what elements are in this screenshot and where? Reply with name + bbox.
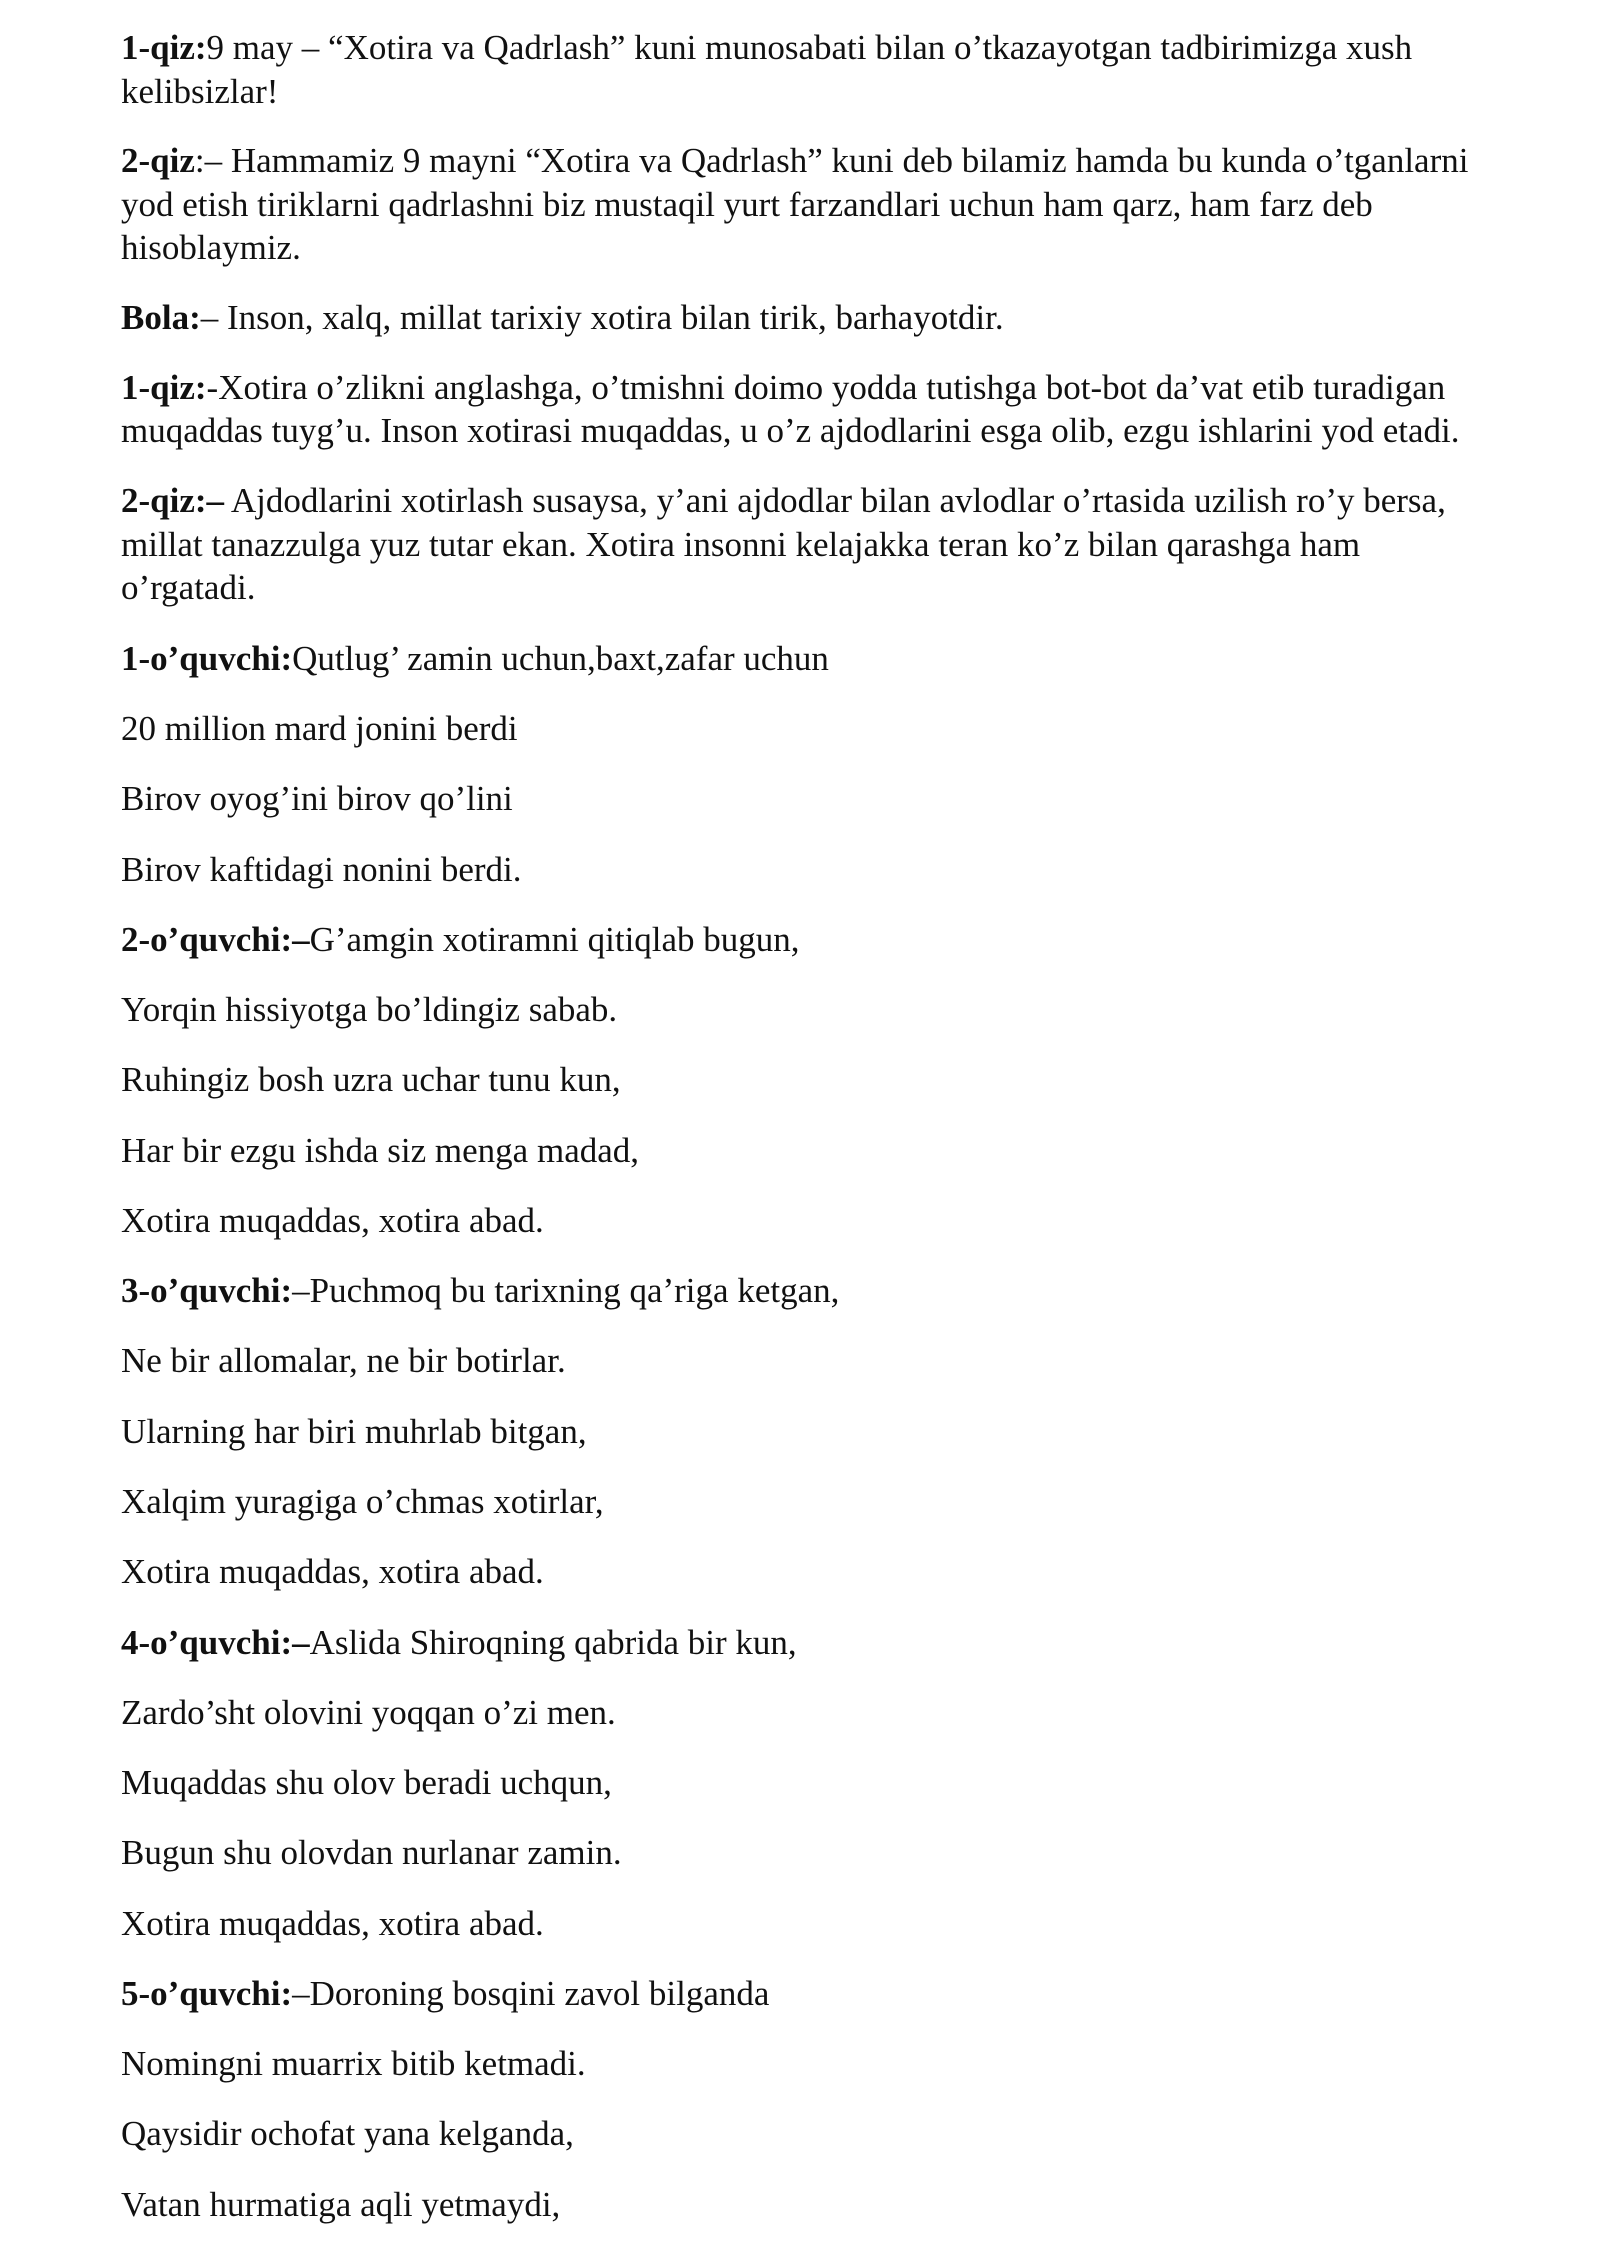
text-line [121, 1972, 769, 2016]
line-text: 20 million mard jonini berdi [121, 709, 518, 748]
line-text: 9 may – “Xotira va Qadrlash” kuni munosabati bilan o’tkazayotgan tadbirimizga xush [206, 28, 1413, 67]
text-line [121, 1550, 544, 1594]
speaker-label: 2-o’quvchi:– [121, 920, 310, 959]
line-text: –Puchmoq bu tarixning qa’riga ketgan, [292, 1271, 840, 1310]
text-line [121, 1480, 604, 1524]
text-line [121, 777, 513, 821]
line-text: Bugun shu olovdan nurlanar zamin. [121, 1833, 622, 1872]
speaker-label: 1-o’quvchi: [121, 639, 293, 678]
text-line [121, 637, 829, 681]
text-line [121, 988, 617, 1032]
text-line [121, 1831, 622, 1875]
text-line [121, 1902, 544, 1946]
line-text: o’rgatadi. [121, 568, 256, 607]
text-line [121, 366, 1445, 410]
text-line [121, 70, 278, 114]
text-line [121, 26, 1412, 70]
line-text: :– Hammamiz 9 mayni “Xotira va Qadrlash” kuni deb bilamiz hamda bu kunda o’tganlarni [194, 141, 1469, 180]
line-text: Ajdodlarini xotirlash susaysa, y’ani ajdodlar bilan avlodlar o’rtasida uzilish ro’y bersa, [224, 481, 1446, 520]
line-text: Qutlug’ zamin uchun,baxt,zafar uchun [292, 639, 829, 678]
line-text: Har bir ezgu ishda siz menga madad, [121, 1131, 640, 1170]
speaker-label: 2-qiz [121, 141, 195, 180]
line-text: G’amgin xotiramni qitiqlab bugun, [309, 920, 800, 959]
text-line [121, 2183, 560, 2227]
line-text: Birov kaftidagi nonini berdi. [121, 850, 522, 889]
text-line [121, 848, 521, 892]
line-text: – Inson, xalq, millat tarixiy xotira bilan tirik, barhayotdir. [200, 298, 1004, 337]
text-line [121, 2042, 586, 2086]
line-text: Ularning har biri muhrlab bitgan, [121, 1412, 587, 1451]
line-text: hisoblaymiz. [121, 228, 301, 267]
text-line [121, 2112, 574, 2156]
text-line [121, 226, 301, 270]
text-line [121, 1058, 621, 1102]
line-text: –Doroning bosqini zavol bilganda [292, 1974, 770, 2013]
text-line [121, 918, 800, 962]
text-line [121, 183, 1373, 227]
line-text: Xalqim yuragiga o’chmas xotirlar, [121, 1482, 604, 1521]
speaker-label: Bola: [121, 298, 201, 337]
text-line [121, 139, 1468, 183]
line-text: kelibsizlar! [121, 72, 279, 111]
text-line [121, 1761, 612, 1805]
text-line [121, 523, 1360, 567]
text-line [121, 1199, 544, 1243]
text-line [121, 566, 255, 610]
text-line [121, 479, 1446, 523]
line-text: Xotira muqaddas, xotira abad. [121, 1552, 544, 1591]
speaker-label: 5-o’quvchi: [121, 1974, 293, 2013]
speaker-label: 1-qiz: [121, 368, 207, 407]
text-line [121, 707, 518, 751]
speaker-label: 1-qiz: [121, 28, 207, 67]
line-text: Nomingni muarrix bitib ketmadi. [121, 2044, 586, 2083]
line-text: Aslida Shiroqning qabrida bir kun, [309, 1623, 797, 1662]
line-text: yod etish tiriklarni qadrlashni biz mustaqil yurt farzandlari uchun ham qarz, ham farz deb [121, 185, 1373, 224]
line-text: Xotira muqaddas, xotira abad. [121, 1201, 544, 1240]
line-text: millat tanazzulga yuz tutar ekan. Xotira insonni kelajakka teran ko’z bilan qarashga ham [121, 525, 1361, 564]
line-text: Birov oyog’ini birov qo’lini [121, 779, 513, 818]
speaker-label: 4-o’quvchi:– [121, 1623, 310, 1662]
speaker-label: 2-qiz:– [121, 481, 225, 520]
line-text: Xotira muqaddas, xotira abad. [121, 1904, 544, 1943]
line-text: -Xotira o’zlikni anglashga, o’tmishni doimo yodda tutishga bot-bot da’vat etib turadigan [206, 368, 1446, 407]
line-text: Qaysidir ochofat yana kelganda, [121, 2114, 574, 2153]
line-text: muqaddas tuyg’u. Inson xotirasi muqaddas, u o’z ajdodlarini esga olib, ezgu ishlarini yod etadi. [121, 411, 1460, 450]
text-line [121, 1269, 839, 1313]
line-text: Ne bir allomalar, ne bir botirlar. [121, 1341, 566, 1380]
line-text: Zardo’sht olovini yoqqan o’zi men. [121, 1693, 616, 1732]
text-line [121, 1691, 616, 1735]
text-line [121, 1621, 797, 1665]
text-line [121, 1339, 566, 1383]
line-text: Muqaddas shu olov beradi uchqun, [121, 1763, 612, 1802]
text-line [121, 409, 1459, 453]
text-line [121, 1129, 639, 1173]
line-text: Ruhingiz bosh uzra uchar tunu kun, [121, 1060, 621, 1099]
text-line [121, 296, 1004, 340]
line-text: Yorqin hissiyotga bo’ldingiz sabab. [121, 990, 618, 1029]
text-line [121, 1410, 587, 1454]
speaker-label: 3-o’quvchi: [121, 1271, 293, 1310]
line-text: Vatan hurmatiga aqli yetmaydi, [121, 2185, 561, 2224]
